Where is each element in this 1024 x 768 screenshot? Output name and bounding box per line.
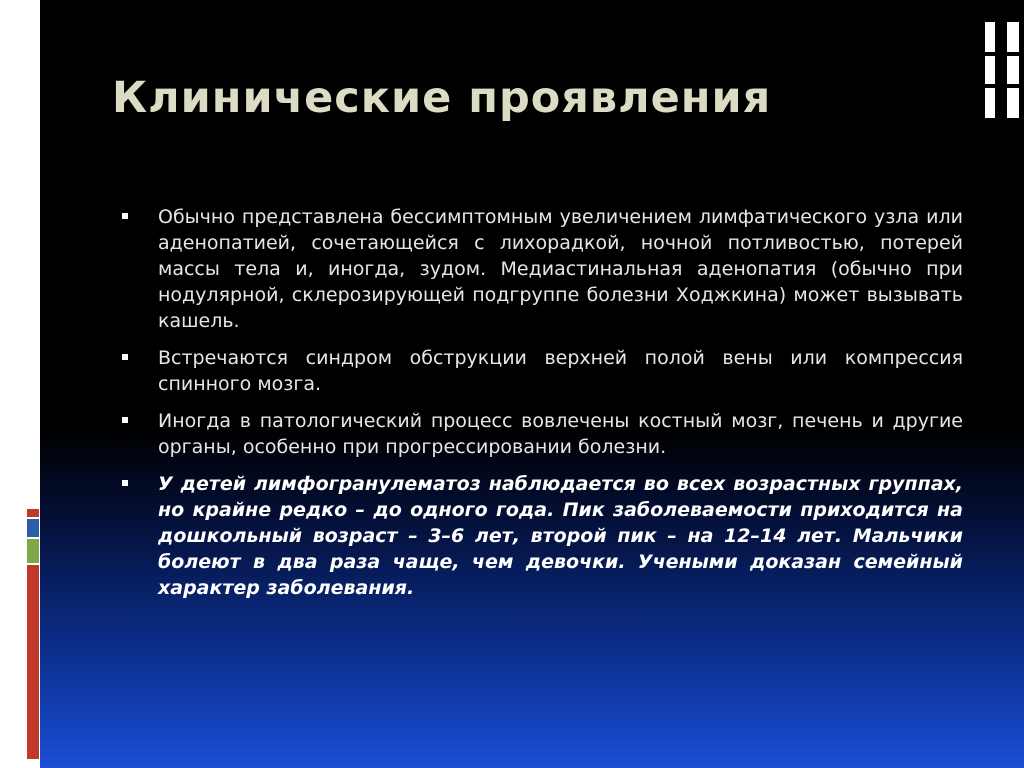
window-panels-icon	[985, 22, 1019, 118]
bullet-text: У детей лимфогранулематоз наблюдается во всех возрастных группах, но крайне редко – до одного года. Пик заболеваемости приходится на дошкольный возраст – 3–6 лет, второй пик – на 12–14 лет. Мальчики болеют в два раза чаще, чем девочки. Учеными доказан семейный характер заболевания.	[158, 473, 963, 599]
bullet-item-4	[120, 471, 963, 601]
slide	[40, 0, 1024, 768]
bullet-item-3	[120, 408, 963, 460]
bullet-text: Обычно представлена бессимптомным увеличением лимфатического узла или аденопатией, сочетающейся с лихорадкой, ночной потливостью, потерей массы тела и, иногда, зудом. Медиастинальная аденопатия (обычно при нодулярной, склерозирующей подгруппе болезни Ходжкина) может вызывать кашель.	[158, 206, 963, 332]
slide-body	[120, 204, 963, 612]
bullet-item-2	[120, 345, 963, 397]
slide-title: Клинические проявления	[112, 73, 772, 123]
bullet-item-1	[120, 204, 963, 334]
side-accent-bar	[27, 509, 39, 759]
square-bullet-icon	[122, 213, 128, 219]
accent-green	[27, 539, 39, 563]
square-bullet-icon	[122, 354, 128, 360]
square-bullet-icon	[122, 480, 128, 486]
accent-red-bottom	[27, 565, 39, 759]
bullet-text: Встречаются синдром обструкции верхней полой вены или компрессия спинного мозга.	[158, 347, 963, 395]
accent-red-top	[27, 509, 39, 517]
bullet-text: Иногда в патологический процесс вовлечены костный мозг, печень и другие органы, особенно при прогрессировании болезни.	[158, 410, 963, 458]
square-bullet-icon	[122, 417, 128, 423]
accent-blue	[27, 519, 39, 537]
